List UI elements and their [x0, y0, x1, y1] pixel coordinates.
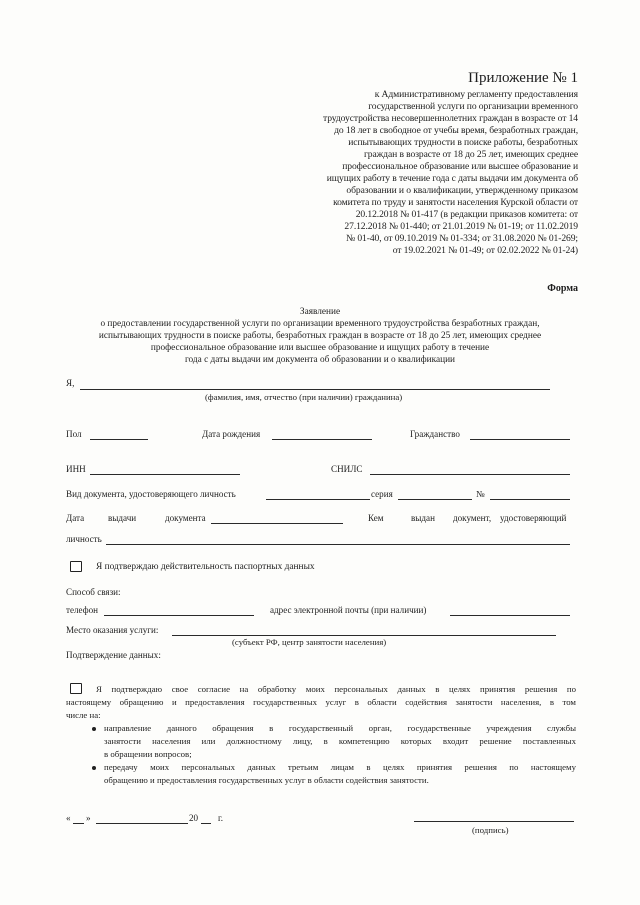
id-doc-input[interactable] — [266, 499, 370, 500]
header-line: к Административному регламенту предоставления — [374, 89, 578, 100]
month-input[interactable] — [96, 823, 188, 824]
header-line: 20.12.2018 № 01-417 (в редакции приказов комитета: от — [355, 209, 578, 220]
year-input[interactable] — [201, 823, 211, 824]
sex-input[interactable] — [90, 439, 148, 440]
issue-word: Дата — [66, 513, 85, 523]
email-input[interactable] — [450, 615, 570, 616]
signature-caption: (подпись) — [472, 825, 509, 835]
snils-label: СНИЛС — [331, 464, 363, 474]
header-line: граждан в возрасте от 18 до 25 лет, имеющих среднее — [363, 149, 578, 160]
header-line: 27.12.2018 № 01-440; от 21.01.2019 № 01-19; от 11.02.2019 — [344, 221, 578, 232]
ya-label: Я, — [66, 378, 75, 388]
consent-line: Я подтверждаю свое согласие на обработку моих персональных данных в целях принятия решения по — [96, 684, 576, 694]
consent-line: числе на: — [66, 710, 101, 720]
citizenship-input[interactable] — [470, 439, 570, 440]
citizenship-label: Гражданство — [410, 429, 460, 439]
inn-input[interactable] — [90, 474, 240, 475]
issued-by-word: удостоверяющий — [500, 513, 567, 523]
email-label: адрес электронной почты (при наличии) — [270, 605, 427, 615]
form-label: Форма — [547, 283, 578, 294]
consent-line: настоящему обращению и предоставления государственных услуг в области содействия занятости населения, в том — [66, 697, 576, 707]
bullet-line: направление данного обращения в государственный орган, государственные учреждения службы — [104, 723, 576, 733]
appendix-title: Приложение № 1 — [468, 70, 578, 86]
series-label: серия — [371, 489, 393, 499]
birth-date-label: Дата рождения — [202, 429, 261, 439]
header-line: трудоустройства несовершеннолетних граждан в возрасте от 14 — [323, 113, 578, 124]
bullet-line: обращению и предоставления государственных услуг в области содействия занятости. — [104, 775, 429, 785]
header-line: № 01-40, от 09.10.2019 № 01-334; от 31.08.2020 № 01-269; — [346, 233, 578, 244]
issued-by-word: выдан — [411, 513, 435, 523]
issue-word: выдачи — [108, 513, 137, 523]
year-prefix: 20 — [189, 813, 199, 823]
header-line: государственной услуги по организации временного — [368, 101, 578, 112]
date-open-quote: « — [66, 813, 71, 823]
snils-input[interactable] — [370, 474, 570, 475]
number-input[interactable] — [490, 499, 570, 500]
signature-input[interactable] — [414, 821, 574, 822]
bullet-line: передачу моих персональных данных третьим лицам в целях принятия решения по настоящему — [104, 762, 576, 772]
header-line: до 18 лет в свободное от учебы время, безработных граждан, — [334, 125, 578, 136]
service-place-input[interactable] — [172, 635, 556, 636]
issue-word: документа — [165, 513, 206, 523]
birth-date-input[interactable] — [272, 439, 372, 440]
statement-line: профессиональное образование или высшее образование и ищущих работу в течение — [150, 343, 490, 353]
contact-label: Способ связи: — [66, 587, 121, 597]
date-close-quote: » — [86, 813, 91, 823]
header-line: комитета по труду и занятости населения Курской области от — [333, 197, 578, 208]
service-place-label: Место оказания услуги: — [66, 625, 159, 635]
bullet-line: в обращении вопросов; — [104, 749, 192, 759]
series-input[interactable] — [398, 499, 472, 500]
year-suffix: г. — [218, 813, 223, 823]
statement-line: года с даты выдачи им документа об образовании и о квалификации — [184, 355, 456, 365]
header-line: от 19.02.2021 № 01-49; от 02.02.2022 № 01-24) — [392, 245, 578, 256]
header-line: образовании и о квалификации, утвержденному приказом — [346, 185, 578, 196]
statement-title: Заявление — [299, 307, 341, 317]
consent-checkbox[interactable] — [70, 683, 82, 694]
confirm-data-label: Подтверждение данных: — [66, 650, 161, 660]
fio-caption: (фамилия, имя, отчество (при наличии) гражданина) — [205, 392, 403, 402]
bullet-icon — [92, 766, 96, 770]
statement-line: испытывающих трудности в поиске работы, безработных граждан в возрасте от 18 до 25 лет, имеющих среднее — [98, 331, 542, 341]
issued-by-word: Кем — [368, 513, 384, 523]
bullet-line: занятости населения или должностному лицу, в компетенцию которых входит решение поставленных — [104, 736, 576, 746]
inn-label: ИНН — [66, 464, 86, 474]
sex-label: Пол — [66, 429, 82, 439]
identity-label: личность — [66, 534, 102, 544]
issued-by-input[interactable] — [106, 544, 570, 545]
issued-by-word: документ, — [453, 513, 492, 523]
id-doc-label: Вид документа, удостоверяющего личность — [66, 489, 236, 499]
passport-confirm-checkbox[interactable] — [70, 561, 82, 572]
bullet-icon — [92, 727, 96, 731]
header-line: профессиональное образование или высшее образование и — [342, 161, 578, 172]
passport-confirm-label: Я подтверждаю действительность паспортных данных — [96, 562, 315, 572]
header-line: ищущих работу в течение года с даты выдачи им документа об — [326, 173, 578, 184]
day-input[interactable] — [73, 823, 84, 824]
service-place-caption: (субъект РФ, центр занятости населения) — [232, 637, 387, 647]
statement-line: о предоставлении государственной услуги по организации временного трудоустройства безработных граждан, — [100, 319, 540, 329]
number-label: № — [476, 489, 485, 499]
phone-input[interactable] — [104, 615, 254, 616]
header-line: испытывающих трудности в поиске работы, безработных — [348, 137, 578, 148]
fio-input[interactable] — [80, 389, 550, 390]
issue-date-input[interactable] — [211, 523, 343, 524]
phone-label: телефон — [66, 605, 99, 615]
